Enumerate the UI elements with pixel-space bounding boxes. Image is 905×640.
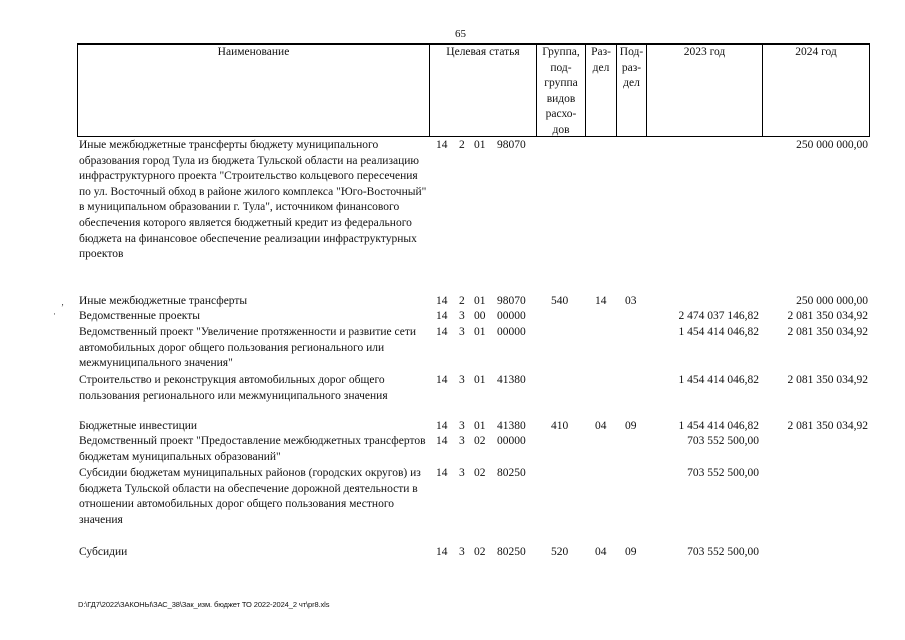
- row-code-3: 02: [474, 467, 486, 479]
- header-2024: 2024 год: [795, 46, 837, 58]
- row-code-3: 01: [474, 139, 486, 151]
- row-2023: 2 474 037 146,82: [678, 310, 759, 322]
- row-section: 04: [595, 420, 607, 432]
- row-group: 520: [551, 546, 569, 558]
- row-2023: 1 454 414 046,82: [678, 326, 759, 338]
- row-name: Ведомственный проект "Увеличение протяженности и развитие сети автомобильных дорог общего пользования регионального или межмуниципального значения": [79, 326, 417, 370]
- row-subsection: 09: [625, 420, 637, 432]
- header-2023: 2023 год: [683, 46, 726, 58]
- header-section: Раз- дел: [591, 46, 611, 74]
- row-2023: 1 454 414 046,82: [678, 420, 759, 432]
- row-code-3: 00: [474, 310, 486, 322]
- row-2023: 1 454 414 046,82: [678, 374, 759, 386]
- row-2024: 250 000 000,00: [796, 139, 868, 151]
- scan-mark: ‚: [61, 297, 64, 307]
- row-name: Строительство и реконструкция автомобильных дорог общего пользования регионального или межмуниципального значения: [79, 374, 388, 402]
- row-code-2: 3: [459, 326, 465, 338]
- row-code-2: 3: [459, 310, 465, 322]
- row-name: Бюджетные инвестиции: [79, 420, 198, 432]
- row-code-2: 3: [459, 374, 465, 386]
- row-code-4: 98070: [497, 295, 526, 307]
- row-name: Субсидии бюджетам муниципальных районов (городских округов) из бюджета Тульской области на обеспечение дорожной деятельности в отношении автомобильных дорог общего пользования местного значения: [79, 467, 421, 526]
- page-number: 65: [455, 28, 466, 40]
- row-code-2: 3: [459, 435, 465, 447]
- row-code-1: 14: [436, 420, 448, 432]
- row-code-4: 80250: [497, 467, 526, 479]
- header-target: Целевая статья: [446, 46, 520, 58]
- row-code-2: 3: [459, 420, 465, 432]
- row-name: Ведомственный проект "Предоставление межбюджетных трансфертов бюджетам муниципальных образований": [79, 435, 426, 463]
- row-code-1: 14: [436, 310, 448, 322]
- row-code-4: 80250: [497, 546, 526, 558]
- row-2023: 703 552 500,00: [687, 435, 759, 447]
- row-code-2: 3: [459, 546, 465, 558]
- row-section: 14: [595, 295, 607, 307]
- row-code-1: 14: [436, 546, 448, 558]
- row-code-1: 14: [436, 295, 448, 307]
- row-code-4: 00000: [497, 310, 526, 322]
- row-name: Иные межбюджетные трансферты: [79, 295, 248, 307]
- header-subsection: Под- раз- дел: [619, 46, 644, 89]
- row-group: 540: [551, 295, 569, 307]
- row-code-3: 02: [474, 435, 486, 447]
- row-code-4: 98070: [497, 139, 526, 151]
- row-2024: 2 081 350 034,92: [787, 374, 868, 386]
- row-code-1: 14: [436, 139, 448, 151]
- row-code-1: 14: [436, 435, 448, 447]
- row-2023: 703 552 500,00: [687, 467, 759, 479]
- row-code-1: 14: [436, 374, 448, 386]
- row-code-2: 2: [459, 295, 465, 307]
- row-code-4: 41380: [497, 374, 526, 386]
- row-code-4: 00000: [497, 326, 526, 338]
- row-code-4: 00000: [497, 435, 526, 447]
- row-name: Ведомственные проекты: [79, 310, 200, 322]
- row-2023: 703 552 500,00: [687, 546, 759, 558]
- row-code-2: 2: [459, 139, 465, 151]
- row-2024: 2 081 350 034,92: [787, 326, 868, 338]
- row-code-3: 01: [474, 420, 486, 432]
- file-path-footer: D:\ГД7\2022\ЗАКОНЫ\ЗАС_38\Зак_изм. бюджет ТО 2022-2024_2 чт\pr8.xls: [78, 600, 330, 609]
- row-name: Иные межбюджетные трансферты бюджету муниципального образования город Тула из бюджета Тульской области на реализацию инфраструктурного проекта "Строительство кольцевого пересечения по ул. Восточный обход в районе жилого комплекса "Юго-Восточный" в муниципальном образовании г. Тула", источником финансового обеспечения которого является бюджетный кредит из федерального бюджета на финансовое обеспечение реализации инфраструктурных проектов: [79, 139, 427, 261]
- row-code-3: 01: [474, 326, 486, 338]
- row-code-3: 01: [474, 295, 486, 307]
- scan-mark: ·: [53, 309, 56, 319]
- row-code-1: 14: [436, 326, 448, 338]
- row-code-2: 3: [459, 467, 465, 479]
- row-name: Субсидии: [79, 546, 128, 558]
- row-subsection: 03: [625, 295, 637, 307]
- header-name: Наименование: [217, 46, 290, 58]
- header-group: Группа, под- группа видов расхо- дов: [542, 46, 580, 136]
- row-2024: 2 081 350 034,92: [787, 310, 868, 322]
- row-group: 410: [551, 420, 569, 432]
- row-2024: 2 081 350 034,92: [787, 420, 868, 432]
- row-code-3: 02: [474, 546, 486, 558]
- row-code-1: 14: [436, 467, 448, 479]
- row-section: 04: [595, 546, 607, 558]
- row-code-3: 01: [474, 374, 486, 386]
- row-2024: 250 000 000,00: [796, 295, 868, 307]
- row-code-4: 41380: [497, 420, 526, 432]
- row-subsection: 09: [625, 546, 637, 558]
